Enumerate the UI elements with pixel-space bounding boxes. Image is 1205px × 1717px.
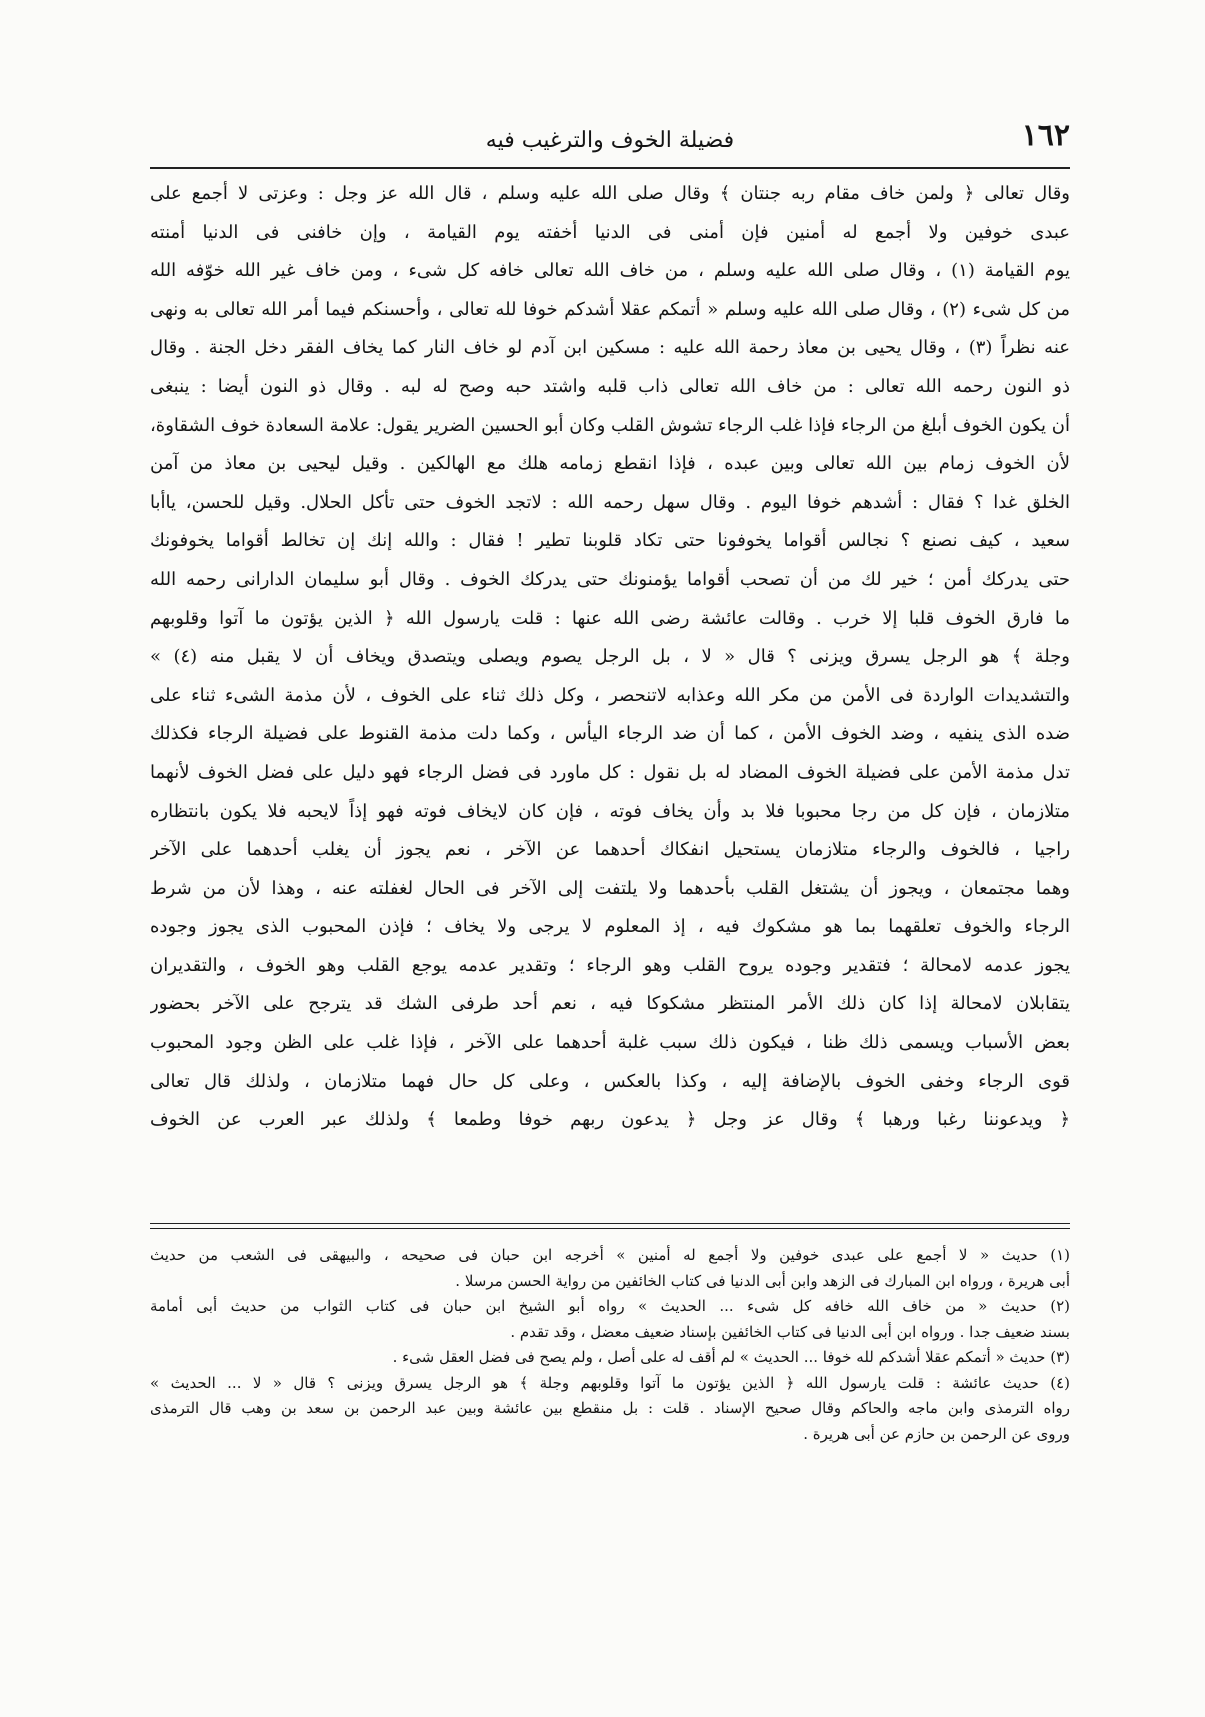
text-line: يجوز عدمه لامحالة ؛ فتقدير وجوده يروح القلب وهو الرجاء ؛ وتقدير عدمه يوجع القلب وهو الخوف ، والتقديران (150, 954, 1070, 976)
footnotes (150, 1243, 1070, 1447)
main-text (150, 175, 1070, 1140)
text-line: وهما مجتمعان ، ويجوز أن يشتغل القلب بأحدهما ولا يلتفت إلى الآخر فى الحال لغفلته عنه ، وهذا لأن من شرط (150, 877, 1070, 899)
text-line: يتقابلان لامحالة إذا كان ذلك الأمر المنتظر مشكوكا فيه ، نعم أحد طرفى الشك قد يترجح على الآخر بحضور (150, 993, 1070, 1015)
text-line: والتشديدات الواردة فى الأمن من مكر الله وعذابه لاتنحصر ، وكل ذلك ثناء على الخوف ، لأن مذمة الشىء ثناء على (150, 684, 1070, 706)
text-line: بعض الأسباب ويسمى ذلك ظنا ، فيكون ذلك سبب غلبة أحدهما على الآخر ، فإذا غلب على الظن وجود المحبوب (150, 1032, 1070, 1054)
footnote-divider (150, 1223, 1070, 1224)
text-line: ذو النون رحمه الله تعالى : من خاف الله تعالى ذاب قلبه واشتد حبه وصح له لبه . وقال ذو النون أيضا : ينبغى (150, 375, 1070, 397)
text-line: عبدى خوفين ولا أجمع له أمنين فإن أمنى فى الدنيا أخفته يوم القيامة ، وإن خافنى فى الدنيا أمنته (150, 221, 1070, 243)
text-line: ما فارق الخوف قلبا إلا خرب . وقالت عائشة رضى الله عنها : قلت يارسول الله ﴿ الذين يؤتون ما آتوا وقلوبهم (150, 607, 1070, 629)
text-line: تدل مذمة الأمن على فضيلة الخوف المضاد له بل نقول : كل ماورد فى فضل الرجاء فهو دليل على فضل الخوف لأنهما (150, 761, 1070, 783)
footnote-line: أبى هريرة ، ورواه ابن المبارك فى الزهد وابن أبى الدنيا فى كتاب الخائفين من رواية الحسن مرسلا . (455, 1271, 1070, 1290)
footnote-divider (150, 1228, 1070, 1229)
footnote-line: رواه الترمذى وابن ماجه والحاكم وقال صحيح الإسناد . قلت : بل منقطع بين عائشة وبين عبد الرحمن بن سعد بن وهب قال الترمذى (150, 1399, 1070, 1417)
text-line: قوى الرجاء وخفى الخوف بالإضافة إليه ، وكذا بالعكس ، وعلى كل حال فهما متلازمان ، ولذلك قال تعالى (150, 1070, 1070, 1092)
text-line: الخلق غدا ؟ فقال : أشدهم خوفا اليوم . وقال سهل رحمه الله : لاتجد الخوف حتى تأكل الحلال. وقيل للحسن، ياأبا (150, 491, 1070, 513)
text-line: لأن الخوف زمام بين الله تعالى وبين عبده ، فإذا انقطع زمامه هلك مع الهالكين . وقيل ليحيى بن معاذ من آمن (150, 453, 1070, 475)
text-line: وقال تعالى ﴿ ولمن خاف مقام ربه جنتان ﴾ وقال صلى الله عليه وسلم ، قال الله عز وجل : وعزتى لا أجمع على (150, 183, 1070, 204)
running-title: فضيلة الخوف والترغيب فيه (485, 128, 735, 153)
text-line: راجيا ، فالخوف والرجاء متلازمان يستحيل انفكاك أحدهما عن الآخر ، نعم يجوز أن يغلب أحدهما على الآخر (150, 839, 1070, 861)
text-line: ﴿ ويدعوننا رغبا ورهبا ﴾ وقال عز وجل ﴿ يدعون ربهم خوفا وطمعا ﴾ ولذلك عبر العرب عن الخوف (150, 1109, 1070, 1131)
text-line: متلازمان ، فإن كل من رجا محبوبا فلا بد وأن يخاف فوته ، فإن كان لايخاف فوته فهو إذاً لايحبه فلا يكون بانتظاره (150, 800, 1070, 822)
page-number: ١٦٢ (1021, 118, 1070, 153)
text-line: عنه نظراً (٣) ، وقال يحيى بن معاذ رحمة الله عليه : مسكين ابن آدم لو خاف النار كما يخاف الفقر دخل الجنة . وقال (150, 337, 1070, 359)
text-line: حتى يدركك أمن ؛ خير لك من أن تصحب أقواما يؤمنونك حتى يدركك الخوف . وقال أبو سليمان الدارانى رحمه الله (150, 568, 1070, 590)
text-line: يوم القيامة (١) ، وقال صلى الله عليه وسلم ، من خاف الله تعالى خافه كل شىء ، ومن خاف غير الله خوّفه الله (150, 260, 1070, 282)
text-line: من كل شىء (٢) ، وقال صلى الله عليه وسلم « أتمكم عقلا أشدكم خوفا لله تعالى ، وأحسنكم فيما أمر الله تعالى به ونهى (150, 298, 1070, 320)
footnote-line: وروى عن الرحمن بن حازم عن أبى هريرة . (803, 1424, 1070, 1443)
text-line: الرجاء والخوف تعلقهما بما هو مشكوك فيه ، إذ المعلوم لا يرجى ولا يخاف ؛ فإذن المحبوب الذى يجوز وجوده (150, 916, 1070, 938)
text-line: ضده الذى ينفيه ، وضد الخوف الأمن ، كما أن ضد الرجاء اليأس ، وكما دلت مذمة القنوط على فضيلة الرجاء فكذلك (150, 723, 1070, 745)
text-line: سعيد ، كيف نصنع ؟ نجالس أقواما يخوفونا حتى تكاد قلوبنا تطير ! فقال : والله إنك إن تخالط أقواما يخوفونك (150, 530, 1070, 552)
footnote-line: بسند ضعيف جدا . ورواه ابن أبى الدنيا فى كتاب الخائفين بإسناد ضعيف معضل ، وقد تقدم . (510, 1322, 1070, 1341)
footnote-line: (٢) حديث « من خاف الله خافه كل شىء ... الحديث » رواه أبو الشيخ ابن حبان فى كتاب الثواب من حديث أبى أمامة (150, 1297, 1070, 1315)
text-line: أن يكون الخوف أبلغ من الرجاء فإذا غلب الرجاء تشوش القلب وكان أبو الحسين الضرير يقول: علامة السعادة خوف الشقاوة، (150, 414, 1070, 436)
page-header (150, 118, 1070, 162)
footnote-line: (٤) حديث عائشة : قلت يارسول الله ﴿ الذين يؤتون ما آتوا وقلوبهم وجلة ﴾ هو الرجل يسرق ويزنى ؟ قال « لا ... الحديث » (150, 1373, 1070, 1392)
footnote-line: (١) حديث « لا أجمع على عبدى خوفين ولا أجمع له أمنين » أخرجه ابن حبان فى صحيحه ، والبيهقى فى الشعب من حديث (150, 1246, 1070, 1264)
header-rule (150, 167, 1070, 169)
footnote-line: (٣) حديث « أتمكم عقلا أشدكم لله خوفا ... الحديث » لم أقف له على أصل ، ولم يصح فى فضل العقل شىء . (392, 1348, 1070, 1366)
text-line: وجلة ﴾ هو الرجل يسرق ويزنى ؟ قال « لا ، بل الرجل يصوم ويصلى ويتصدق ويخاف أن لا يقبل منه (٤) » (150, 646, 1070, 668)
